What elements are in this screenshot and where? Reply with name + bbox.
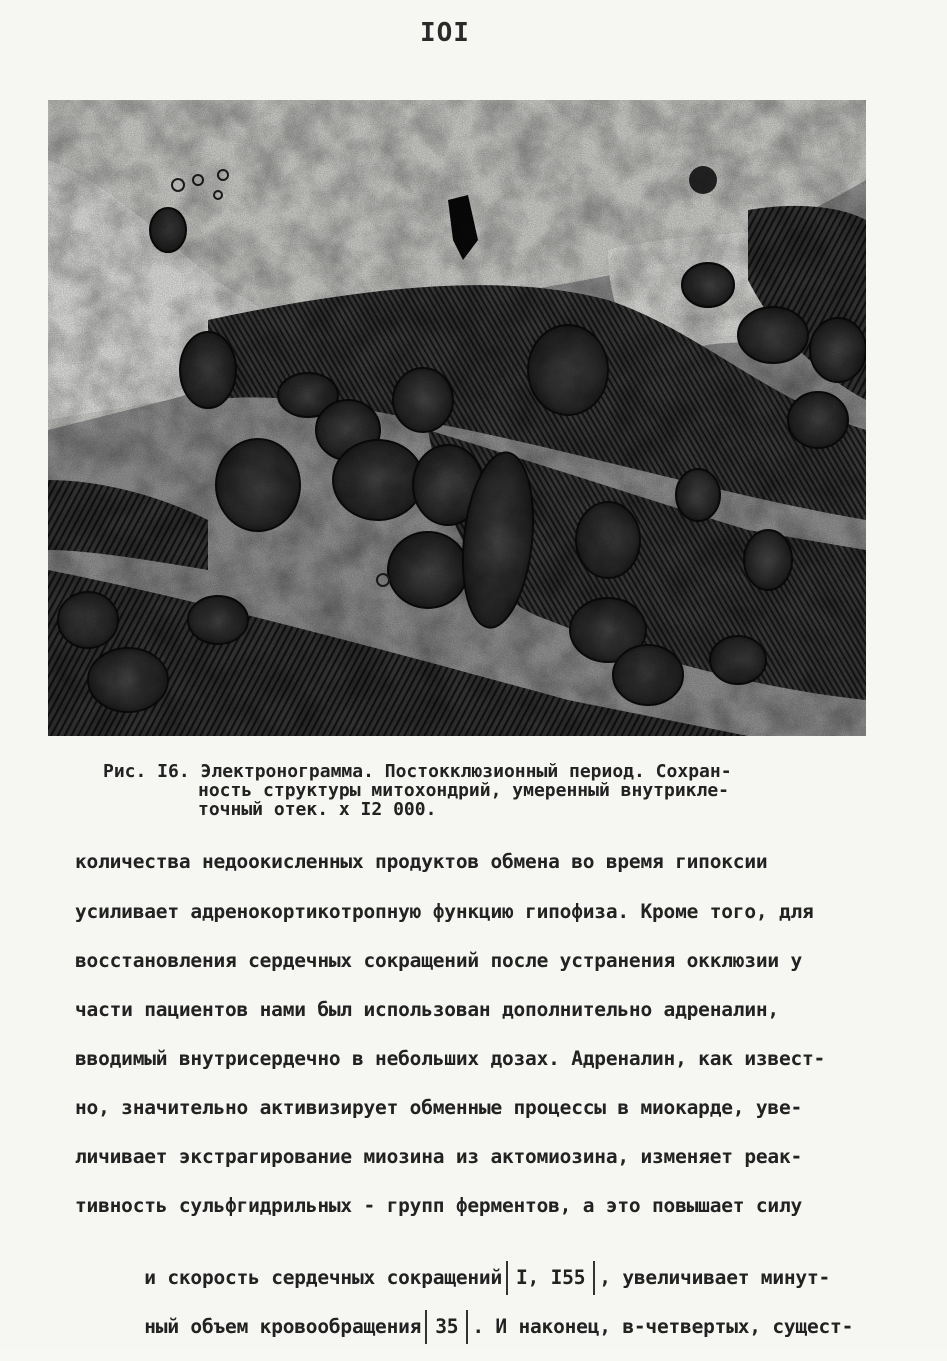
text-line: части пациентов нами был использован дополнительно адреналин, <box>75 998 779 1021</box>
citation-reference: I, I55 <box>506 1261 595 1295</box>
text-line: вводимый внутрисердечно в небольших дозах. Адреналин, как извест- <box>75 1047 826 1070</box>
text-line: восстановления сердечных сокращений после устранения окклюзии у <box>75 949 803 972</box>
caption-line: ность структуры митохондрий, умеренный внутрикле- <box>198 780 730 801</box>
micrograph-image <box>48 100 866 736</box>
caption-line: Рис. I6. Электронограмма. Постокклюзионный период. Сохран- <box>103 761 732 782</box>
page-number: IOI <box>420 18 470 48</box>
text-line: количества недоокисленных продуктов обмена во время гипоксии <box>75 850 768 873</box>
text-segment: и скорость сердечных сокращений <box>144 1266 502 1289</box>
text-segment: , увеличивает минут- <box>599 1266 831 1289</box>
caption-line: точный отек. х I2 000. <box>198 799 437 820</box>
text-segment: ный объем кровообращения <box>144 1315 422 1338</box>
text-segment: . И наконец, в-четвертых, сущест- <box>472 1315 854 1338</box>
citation-reference: 35 <box>425 1310 468 1344</box>
text-line: тивность сульфгидрильных - групп ферментов, а это повышает силу <box>75 1194 803 1217</box>
text-line: но, значительно активизирует обменные процессы в миокарде, уве- <box>75 1096 803 1119</box>
figure-caption <box>103 762 863 819</box>
text-line <box>75 1292 853 1361</box>
electron-micrograph <box>48 100 866 736</box>
text-line: личивает экстрагирование миозина из актомиозина, изменяет реак- <box>75 1145 803 1168</box>
text-line: усиливает адренокортикотропную функцию гипофиза. Кроме того, для <box>75 900 814 923</box>
